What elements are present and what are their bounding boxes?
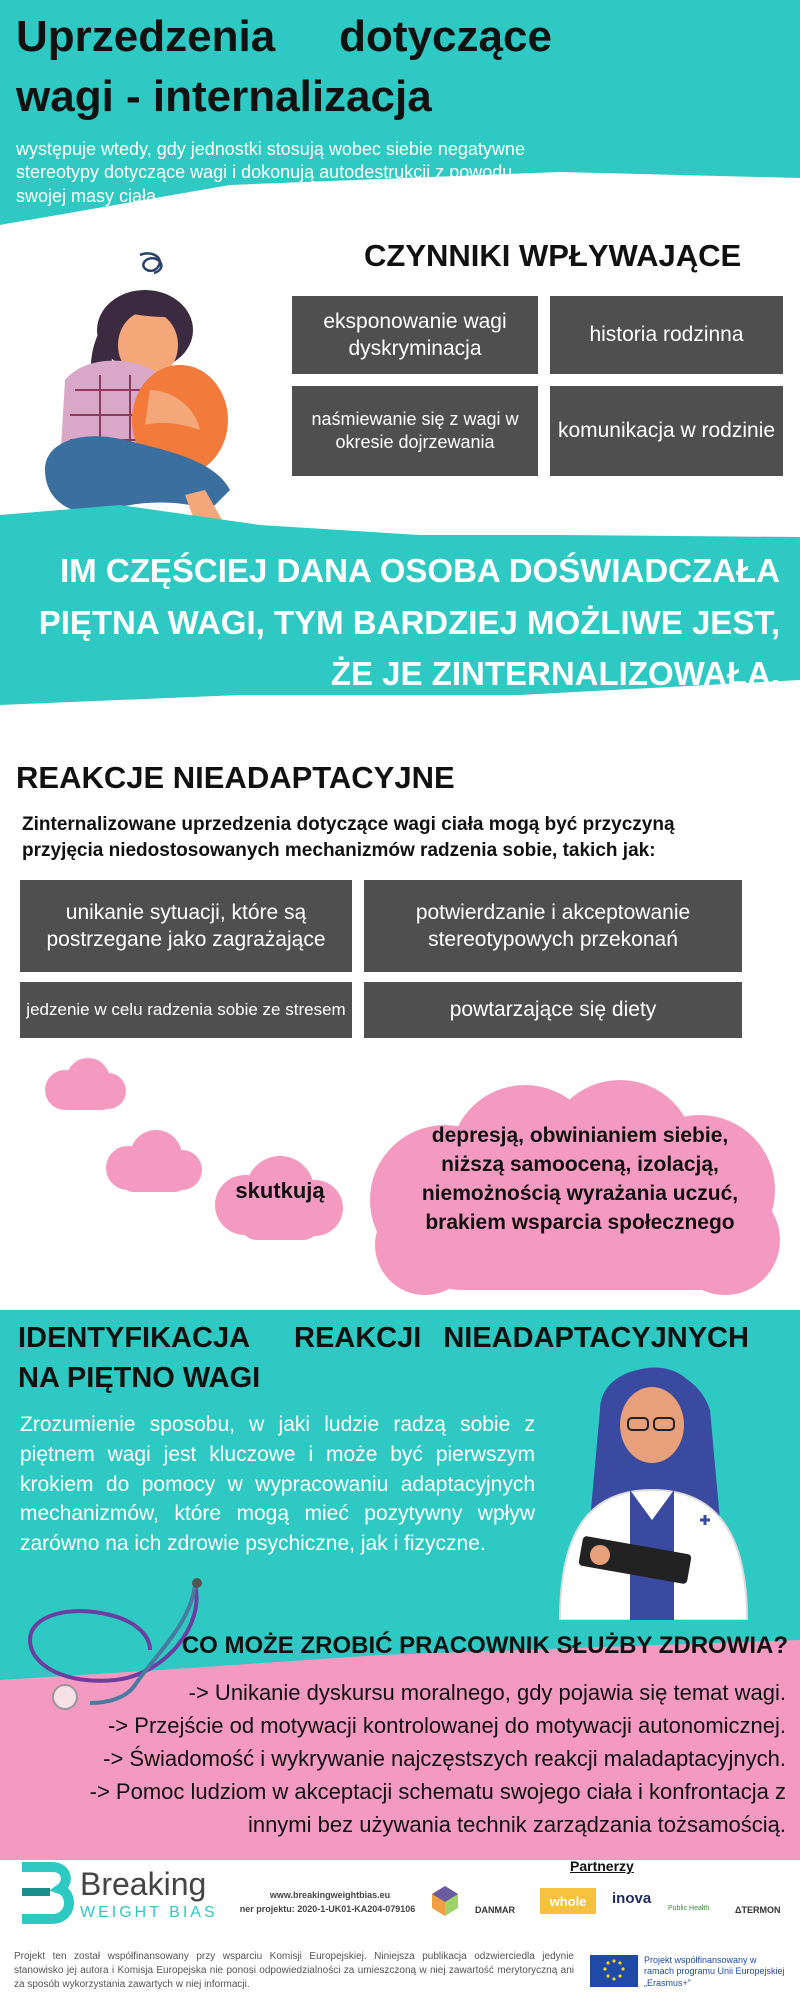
factor-box-mockery: naśmiewanie się z wagi w okresie dojrzewania xyxy=(292,386,538,476)
health-worker-list xyxy=(0,1676,786,1841)
partner-logo-public-health: Public Health xyxy=(668,1905,710,1912)
health-worker-item: -> Świadomość i wykrywanie najczęstszych reakcji maladaptacyjnych. xyxy=(103,1746,786,1771)
reactions-intro: Zinternalizowane uprzedzenia dotyczące wagi ciała mogą być przyczyną przyjęcia niedostosowanych mechanizmów radzenia sobie, takich jak: xyxy=(22,814,675,861)
reactions-heading: REAKCJE NIEADAPTACYJNE xyxy=(16,760,455,795)
factor-box-family-history: historia rodzinna xyxy=(550,296,783,374)
reaction-box-avoidance: unikanie sytuacji, które są postrzegane jako zagrażające xyxy=(20,880,352,972)
logo-word-weight-bias: WEIGHT BIAS xyxy=(80,1904,218,1921)
identification-text: Zrozumienie sposobu, w jaki ludzie radzą sobie z piętnem wagi jest kluczowe i może być pierwszym krokiem do pomocy w wypracowaniu adaptacyjnych mechanizmów, które mogą mieć pozytywny wpływ zarówno na ich zdrowie psychiczne, jak i fizyczne. xyxy=(20,1413,535,1556)
eu-cofunding-text: Projekt współfinansowany w ramach programu Unii Europejskiej „Erasmus+” xyxy=(644,1955,785,1988)
logo-word-breaking: Breaking xyxy=(80,1866,207,1902)
result-text: depresją, obwinianiem siebie, niższą samooceną, izolacją, niemożnością wyrażania uczuć, brakiem wsparcia społecznego xyxy=(421,1124,739,1234)
health-worker-item: -> Unikanie dyskursu moralnego, gdy pojawia się temat wagi. xyxy=(188,1680,786,1705)
health-worker-item: -> Przejście od motywacji kontrolowanej do motywacji autonomicznej. xyxy=(107,1713,786,1738)
statement-line1: IM CZĘŚCIEJ DANA OSOBA DOŚWIADCZAŁA xyxy=(60,552,780,589)
factor-box-family-communication: komunikacja w rodzinie xyxy=(550,386,783,476)
doctor-illustration xyxy=(540,1350,770,1620)
header-description: występuje wtedy, gdy jednostki stosują wobec siebie negatywne stereotypy dotyczące wagi i dokonują autodestrukcji z powodu swojej masy ciała. xyxy=(16,139,525,206)
health-worker-heading: CO MOŻE ZROBIĆ PRACOWNIK SŁUŻBY ZDROWIA? xyxy=(181,1632,788,1659)
factors-heading: CZYNNIKI WPŁYWAJĄCE xyxy=(364,238,742,273)
partner-logo-icon xyxy=(430,1884,460,1918)
partners-label: Partnerzy xyxy=(570,1858,634,1874)
reaction-box-stereotypes: potwierdzanie i akceptowanie stereotypowych przekonań xyxy=(364,880,742,972)
factor-box-exposure: eksponowanie wagi dyskryminacja xyxy=(292,296,538,374)
health-worker-item: -> Pomoc ludziom w akceptacji schematu swojego ciała i konfrontacja z xyxy=(89,1779,786,1804)
partner-logo-whole: whole xyxy=(540,1888,596,1914)
health-worker-item: innymi bez używania technik zarządzania tożsamością. xyxy=(247,1812,786,1837)
footer-disclaimer: Projekt ten został współfinansowany przy wsparciu Komisji Europejskiej. Niniejsza publikacja odzwierciedla jedynie stanowisko jej autora i Komisja Europejska nie ponosi odpowiedzialności za umieszczoną w niej zawartość merytoryczną ani za sposób wykorzystania zawartych w niej informacji. xyxy=(14,1951,574,1990)
reaction-box-stress-eating: jedzenie w celu radzenia sobie ze stresem xyxy=(20,982,352,1038)
reaction-box-diets: powtarzające się diety xyxy=(364,982,742,1038)
medium-cloud-icon xyxy=(100,1128,210,1198)
partner-logo-inova: inova xyxy=(612,1890,652,1907)
footer-project-number: ner projektu: 2020-1-UK01-KA204-079106 xyxy=(239,1904,416,1914)
breaking-weight-bias-logo-icon xyxy=(14,1862,74,1932)
identification-heading-line1: IDENTYFIKACJA REAKCJI NIEADAPTACYJNYCH xyxy=(18,1322,749,1354)
result-label: skutkują xyxy=(235,1178,325,1203)
small-cloud-icon xyxy=(40,1055,130,1115)
statement-line2: PIĘTNA WAGI, TYM BARDZIEJ MOŻLIWE JEST, xyxy=(38,604,780,641)
partner-logo-termon: ΔTERMON xyxy=(735,1905,781,1915)
eu-flag-icon xyxy=(590,1955,638,1987)
footer-website: www.breakingweightbias.eu xyxy=(269,1890,391,1900)
page-title-line2: wagi - internalizacja xyxy=(16,72,432,121)
identification-heading-line2: NA PIĘTNO WAGI xyxy=(18,1362,261,1394)
page-title-line1: Uprzedzenia dotyczące xyxy=(16,12,552,61)
partner-logo-danmar: DANMAR xyxy=(475,1905,515,1915)
statement-line3: ŻE JE ZINTERNALIZOWAŁA. xyxy=(330,655,780,692)
